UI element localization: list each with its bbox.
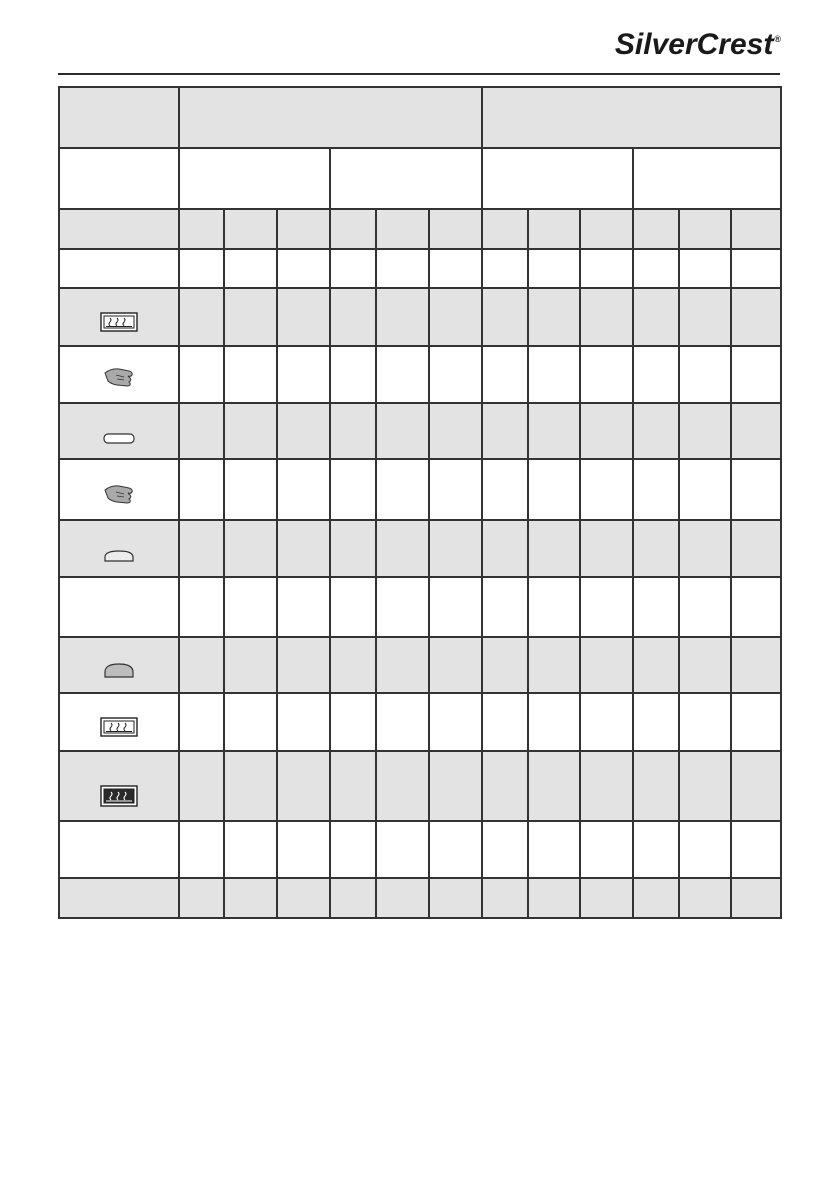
table-cell — [59, 288, 179, 346]
table-cell — [376, 821, 429, 878]
table-cell — [482, 209, 528, 249]
table-cell — [580, 346, 633, 403]
table-cell — [633, 878, 679, 918]
table-cell — [277, 577, 330, 637]
table-row — [59, 209, 781, 249]
table-cell — [330, 878, 376, 918]
table-cell — [633, 637, 679, 693]
table-cell — [330, 288, 376, 346]
program-table — [58, 86, 782, 919]
table-cell — [330, 249, 376, 288]
table-cell — [731, 288, 781, 346]
table-cell — [376, 249, 429, 288]
table-cell — [633, 148, 781, 209]
table-cell — [580, 821, 633, 878]
table-cell — [580, 878, 633, 918]
table-cell — [179, 249, 224, 288]
table-cell — [429, 209, 482, 249]
table-cell — [330, 693, 376, 751]
table-cell — [482, 637, 528, 693]
table-row — [59, 520, 781, 577]
table-cell — [528, 403, 580, 459]
table-cell — [528, 288, 580, 346]
table-cell — [376, 577, 429, 637]
table-cell — [580, 693, 633, 751]
table-cell — [376, 878, 429, 918]
table-cell — [429, 288, 482, 346]
table-cell — [429, 878, 482, 918]
table-cell — [528, 637, 580, 693]
table-cell — [179, 288, 224, 346]
table-cell — [59, 403, 179, 459]
table-cell — [580, 459, 633, 520]
table-cell — [179, 459, 224, 520]
table-cell — [429, 403, 482, 459]
table-cell — [528, 878, 580, 918]
table-cell — [59, 520, 179, 577]
table-row — [59, 693, 781, 751]
table-cell — [731, 520, 781, 577]
table-cell — [179, 751, 224, 821]
table-cell — [633, 821, 679, 878]
table-cell — [580, 249, 633, 288]
table-cell — [224, 403, 277, 459]
table-cell — [679, 288, 731, 346]
table-cell — [179, 577, 224, 637]
table-cell — [277, 637, 330, 693]
table-cell — [224, 693, 277, 751]
table-cell — [580, 637, 633, 693]
table-cell — [528, 751, 580, 821]
table-cell — [179, 87, 482, 148]
table-cell — [59, 577, 179, 637]
table-cell — [482, 693, 528, 751]
table-cell — [224, 821, 277, 878]
oven-tray-icon — [100, 312, 138, 337]
table-cell — [277, 520, 330, 577]
table-cell — [429, 249, 482, 288]
table-cell — [59, 693, 179, 751]
logo-text: SilverCrest — [614, 28, 774, 61]
table-cell — [179, 148, 330, 209]
table-cell — [679, 459, 731, 520]
table-cell — [376, 693, 429, 751]
table-cell — [224, 209, 277, 249]
table-cell — [580, 577, 633, 637]
table-cell — [179, 637, 224, 693]
table-cell — [731, 751, 781, 821]
bread-loaf-high-icon — [102, 663, 136, 684]
table-cell — [59, 87, 179, 148]
table-cell — [482, 751, 528, 821]
table-cell — [59, 148, 179, 209]
table-cell — [633, 693, 679, 751]
table-cell — [528, 346, 580, 403]
table-cell — [277, 249, 330, 288]
table-row — [59, 878, 781, 918]
table-cell — [482, 878, 528, 918]
bread-loaf-medium-icon — [102, 549, 136, 568]
table-cell — [330, 459, 376, 520]
table-cell — [376, 288, 429, 346]
table-cell — [179, 346, 224, 403]
table-cell — [224, 520, 277, 577]
table-cell — [528, 693, 580, 751]
table-cell — [429, 346, 482, 403]
table-cell — [633, 249, 679, 288]
table-cell — [429, 751, 482, 821]
table-cell — [633, 751, 679, 821]
table-row — [59, 288, 781, 346]
table-cell — [429, 821, 482, 878]
table-cell — [224, 878, 277, 918]
table-cell — [376, 403, 429, 459]
table-cell — [633, 459, 679, 520]
table-row — [59, 249, 781, 288]
oven-tray-icon — [100, 717, 138, 742]
table-cell — [277, 693, 330, 751]
table-cell — [528, 577, 580, 637]
hand-knead-icon — [102, 365, 136, 394]
table-cell — [482, 520, 528, 577]
table-cell — [224, 751, 277, 821]
table-row — [59, 637, 781, 693]
table-cell — [633, 577, 679, 637]
table-cell — [330, 520, 376, 577]
table-cell — [376, 209, 429, 249]
table-cell — [528, 520, 580, 577]
table-cell — [580, 288, 633, 346]
table-cell — [482, 87, 781, 148]
table-cell — [580, 520, 633, 577]
table-cell — [482, 249, 528, 288]
table-cell — [528, 209, 580, 249]
table-cell — [731, 209, 781, 249]
table-cell — [731, 249, 781, 288]
table-cell — [482, 821, 528, 878]
table-cell — [277, 878, 330, 918]
table-cell — [59, 637, 179, 693]
table-cell — [580, 209, 633, 249]
table-cell — [679, 249, 731, 288]
table-cell — [179, 209, 224, 249]
table-cell — [277, 403, 330, 459]
table-cell — [330, 209, 376, 249]
table-cell — [277, 821, 330, 878]
table-row — [59, 403, 781, 459]
table-cell — [633, 209, 679, 249]
bread-loaf-flat-icon — [102, 431, 136, 450]
table-row — [59, 459, 781, 520]
table-cell — [429, 459, 482, 520]
table-cell — [277, 346, 330, 403]
table-cell — [679, 209, 731, 249]
table-cell — [580, 751, 633, 821]
table-cell — [679, 878, 731, 918]
table-cell — [277, 209, 330, 249]
table-cell — [429, 520, 482, 577]
table-cell — [376, 637, 429, 693]
table-cell — [277, 751, 330, 821]
table-cell — [59, 346, 179, 403]
table-cell — [224, 288, 277, 346]
table-cell — [179, 821, 224, 878]
table-cell — [528, 249, 580, 288]
table-cell — [59, 459, 179, 520]
table-cell — [731, 878, 781, 918]
table-cell — [482, 459, 528, 520]
table-cell — [679, 346, 731, 403]
table-cell — [633, 520, 679, 577]
registered-mark: ® — [774, 34, 781, 44]
table-cell — [429, 693, 482, 751]
table-cell — [731, 693, 781, 751]
table-cell — [679, 693, 731, 751]
table-cell — [59, 821, 179, 878]
table-cell — [59, 751, 179, 821]
table-cell — [679, 403, 731, 459]
table-cell — [482, 346, 528, 403]
table-cell — [580, 403, 633, 459]
table-cell — [224, 459, 277, 520]
table-cell — [633, 288, 679, 346]
table-cell — [376, 459, 429, 520]
table-row — [59, 751, 781, 821]
table-cell — [224, 577, 277, 637]
table-cell — [179, 403, 224, 459]
table-cell — [330, 751, 376, 821]
table-cell — [179, 520, 224, 577]
table-cell — [429, 577, 482, 637]
table-cell — [330, 821, 376, 878]
table-cell — [277, 459, 330, 520]
header-rule — [58, 73, 780, 75]
table-cell — [731, 637, 781, 693]
table-cell — [731, 346, 781, 403]
table-cell — [179, 878, 224, 918]
table-cell — [59, 249, 179, 288]
table-cell — [731, 577, 781, 637]
table-row — [59, 821, 781, 878]
hand-knead-icon — [102, 482, 136, 511]
table-cell — [330, 148, 482, 209]
table-cell — [429, 637, 482, 693]
table-cell — [679, 577, 731, 637]
table-row — [59, 148, 781, 209]
table-cell — [59, 209, 179, 249]
table-cell — [482, 577, 528, 637]
table-cell — [330, 577, 376, 637]
table-row — [59, 346, 781, 403]
table-cell — [731, 459, 781, 520]
table-cell — [179, 693, 224, 751]
table-cell — [330, 637, 376, 693]
table-cell — [376, 751, 429, 821]
table-cell — [528, 821, 580, 878]
table-cell — [330, 346, 376, 403]
table-cell — [731, 821, 781, 878]
table-cell — [679, 520, 731, 577]
table-cell — [376, 520, 429, 577]
table-cell — [277, 288, 330, 346]
oven-tray-dark-icon — [100, 785, 138, 812]
table-cell — [633, 346, 679, 403]
table-cell — [633, 403, 679, 459]
table-cell — [528, 459, 580, 520]
table-cell — [482, 403, 528, 459]
table-cell — [224, 346, 277, 403]
table-cell — [679, 821, 731, 878]
table-row — [59, 87, 781, 148]
table-cell — [224, 637, 277, 693]
table-cell — [679, 637, 731, 693]
table-cell — [679, 751, 731, 821]
table-cell — [376, 346, 429, 403]
table-cell — [59, 878, 179, 918]
table-cell — [330, 403, 376, 459]
table-cell — [482, 288, 528, 346]
table-cell — [482, 148, 633, 209]
table-cell — [731, 403, 781, 459]
silvercrest-logo — [615, 28, 781, 62]
table-cell — [224, 249, 277, 288]
table-row — [59, 577, 781, 637]
